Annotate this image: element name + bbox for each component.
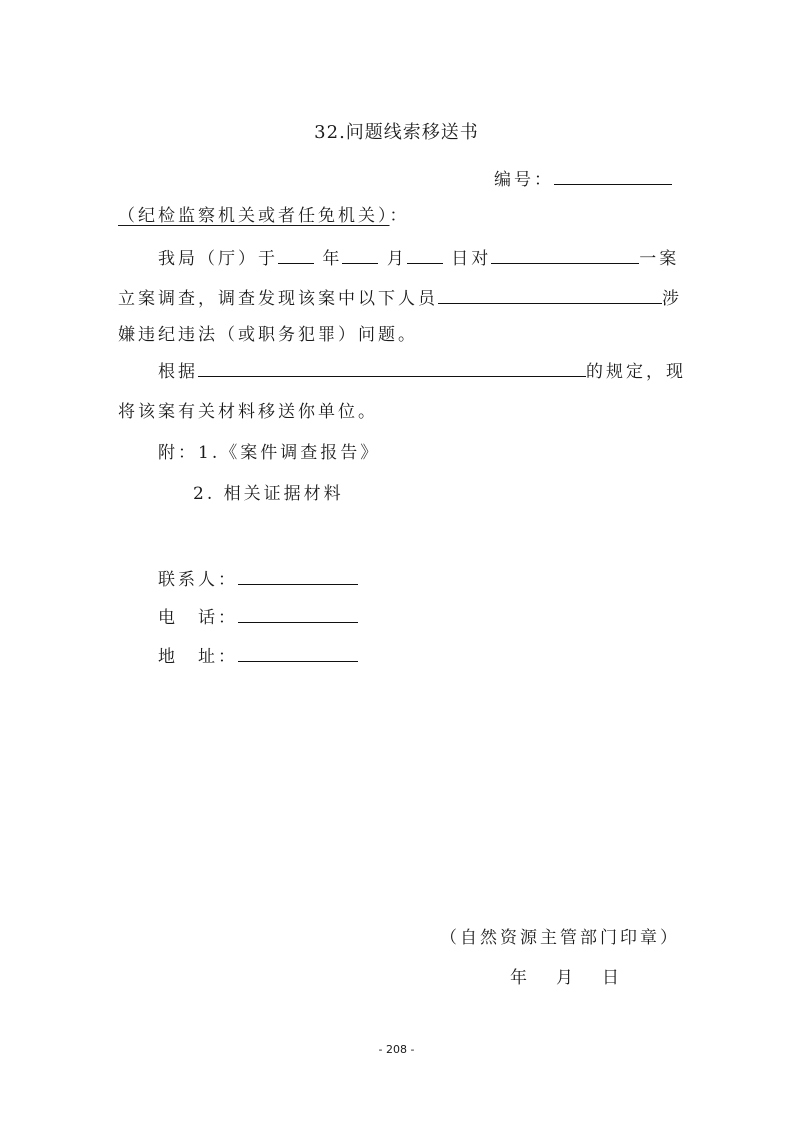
para2-text-a: 根据	[158, 362, 198, 382]
para1-text-a: 我局（厅）于	[158, 249, 278, 269]
contact-person-blank[interactable]	[238, 566, 358, 585]
year-blank[interactable]	[278, 245, 314, 264]
contact-phone-row	[158, 604, 358, 630]
recipient-colon: ：	[389, 206, 410, 226]
contact-address-row	[158, 643, 358, 669]
document-title: 32.问题线索移送书	[314, 122, 479, 143]
basis-blank[interactable]	[198, 358, 586, 377]
para1-tail: 一案	[639, 249, 680, 269]
month-label: 月	[386, 249, 407, 269]
para2-line2: 将该案有关材料移送你单位。	[118, 402, 378, 422]
number-label: 编号：	[494, 170, 554, 190]
attachment-row-1	[158, 441, 380, 465]
day-blank[interactable]	[407, 245, 443, 264]
para2-line1	[158, 358, 686, 384]
para1-line2-tail: 涉	[662, 289, 682, 309]
number-blank[interactable]	[554, 166, 672, 185]
para1-line3: 嫌违纪违法（或职务犯罪）问题。	[118, 325, 418, 345]
seal-text: （自然资源主管部门印章）	[440, 928, 680, 948]
recipient-text: （纪检监察机关或者任免机关）	[118, 206, 390, 226]
number-row	[494, 166, 672, 192]
contact-address-blank[interactable]	[238, 643, 358, 662]
page-number: - 208 -	[378, 1043, 415, 1056]
contact-phone-blank[interactable]	[238, 604, 358, 623]
contact-person-label: 联系人：	[158, 570, 238, 590]
contact-person-row	[158, 566, 358, 592]
case-blank[interactable]	[491, 245, 639, 264]
year-label: 年	[322, 249, 343, 269]
attachment-item-2: 2. 相关证据材料	[193, 484, 344, 504]
contact-phone-label: 电 话：	[158, 608, 238, 628]
attachment-item-1: 1.《案件调查报告》	[198, 443, 381, 463]
recipient-row	[118, 204, 410, 228]
para1-line2	[118, 285, 682, 311]
month-blank[interactable]	[342, 245, 378, 264]
day-label: 日对	[451, 249, 492, 269]
attachments-label: 附：	[158, 443, 198, 463]
contact-address-label: 地 址：	[158, 647, 238, 667]
para1-line1	[158, 245, 679, 271]
persons-blank[interactable]	[438, 285, 662, 304]
para1-line2-text: 立案调查，调查发现该案中以下人员	[118, 289, 438, 309]
date-text: 年 月 日	[510, 968, 625, 988]
para2-text-b: 的规定，现	[586, 362, 686, 382]
